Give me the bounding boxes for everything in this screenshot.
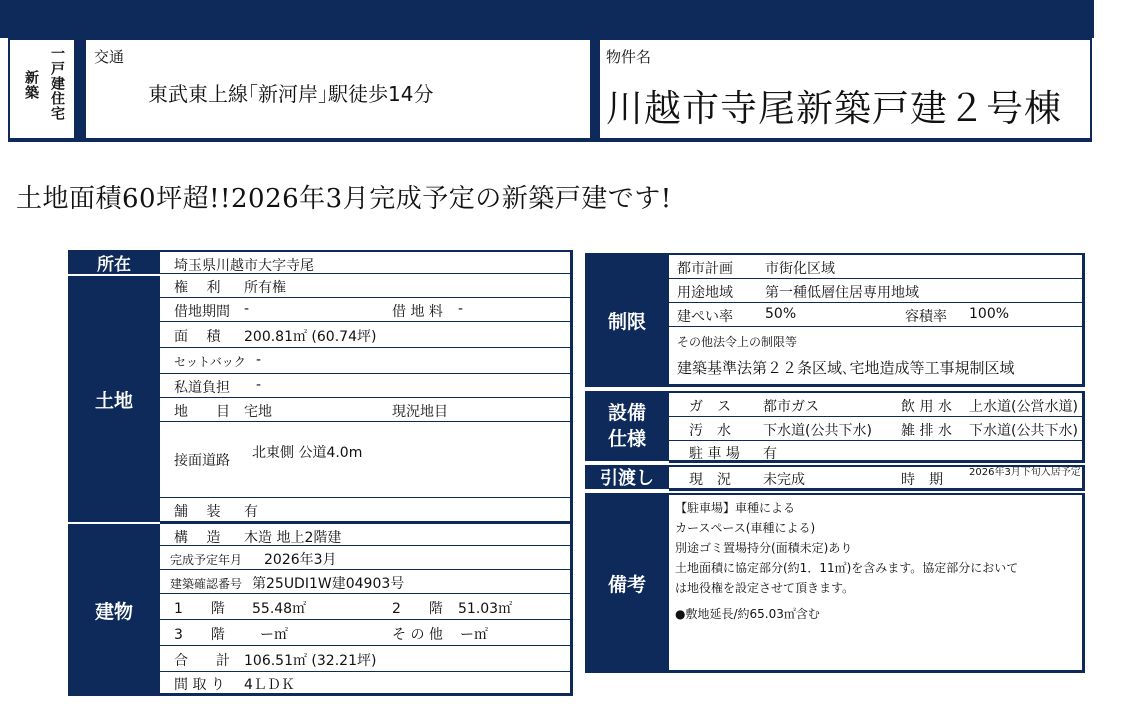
sewage-label: 汚 水 [689,423,731,439]
location-label: 所在 [68,250,160,274]
floor3-label: 3 階 [174,627,225,643]
handover-status-value: 未完成 [763,472,805,488]
area-row [160,322,571,348]
gas-label: ガ ス [689,399,731,415]
permit-row [160,570,571,594]
floor2-value: 51.03㎡ [458,601,513,617]
zoning-value: 第一種低層住居専用地域 [765,285,919,301]
total-row [160,646,571,672]
private-road-value: - [256,377,262,393]
other-restrictions-title: その他法令上の制限等 [677,335,798,349]
remarks-line: は地役権を設定させて頂きます。 [675,581,855,595]
other-restrictions-value: 建築基準法第２２条区域､宅地造成等工事規制区域 [677,359,1015,377]
paving-row [160,498,571,522]
layout-row [160,672,571,693]
header-separator [76,38,86,140]
city-plan-value: 市街化区域 [765,261,835,277]
gas-row [669,393,1082,417]
parking-value: 有 [763,446,777,462]
city-plan-label: 都市計画 [677,261,733,277]
zoning-label: 用途地域 [677,285,733,301]
completion-value: 2026年3月 [264,552,337,568]
sewage-row [669,417,1082,441]
setback-value: - [256,352,262,368]
handover-label: 引渡し [585,465,669,489]
remarks-line: カースペース(車種による) [675,521,816,535]
zoning-row [669,279,1082,303]
traffic-box [86,38,592,140]
remarks-label: 備考 [585,493,669,673]
other-floor-value: ー㎡ [460,627,488,643]
facilities-label [585,391,669,461]
other-floor-label: そ の 他 [392,627,443,643]
header-row [8,38,1092,140]
building-label: 建物 [68,524,160,696]
permit-value: 第25UDI1W建04903号 [252,576,405,592]
category-type: 一戸建住宅 [49,46,65,121]
paving-value: 有 [244,504,258,520]
location-value: 埼玉県川越市大字寺尾 [174,258,314,274]
land-category-row [160,398,571,422]
remarks-line: 別途ゴミ置場持分(面積未定)あり [675,541,853,555]
drainage-value: 下水道(公共下水) [969,423,1078,439]
lease-row [160,298,571,322]
floor3-value: ー㎡ [260,627,288,643]
handover-timing-label: 時 期 [901,472,943,488]
land-category-label: 地 目 [174,404,230,420]
land-category-value: 宅地 [244,404,272,420]
header-separator [592,38,600,140]
other-restrictions-row [669,327,1082,386]
lease-fee-value: - [458,301,464,317]
restrictions-facilities-table [585,253,1090,673]
remarks-line: ●敷地延長/約65.03㎡含む [675,607,820,621]
facilities-label-text: 設備仕様 [607,402,646,450]
far-value: 100% [969,306,1010,322]
right-value: 所有権 [244,280,286,296]
headline: 土地面積60坪超!!2026年3月完成予定の新築戸建です! [16,184,672,214]
completion-label: 完成予定年月 [170,553,243,567]
area-value: 200.81㎡ (60.74坪) [244,329,377,345]
structure-value: 木造 地上2階建 [244,530,342,546]
parking-row [669,441,1082,462]
header-underline [8,139,1092,142]
property-name: 川越市寺尾新築戸建２号棟 [606,87,1062,130]
remarks-box [669,493,1085,673]
completion-row [160,546,571,570]
top-banner [0,0,1094,38]
coverage-label: 建ぺい率 [677,309,733,325]
property-name-box [600,38,1092,140]
structure-label: 構 造 [174,530,221,546]
facilities-box [669,391,1085,463]
lease-value: - [244,301,250,317]
traffic-value: 東武東上線｢新河岸｣駅徒歩14分 [148,82,434,106]
handover-timing-value: 2026年3月下旬入居予定 [969,467,1081,478]
layout-value: 4ＬＤＫ [244,677,295,693]
sewage-value: 下水道(公共下水) [763,423,872,439]
floor1-value: 55.48㎡ [252,601,307,617]
drinking-value: 上水道(公営水道) [969,399,1078,415]
land-building-table [68,250,573,696]
coverage-value: 50% [765,306,797,322]
restrictions-box [669,253,1085,387]
layout-label: 間 取 り [174,677,225,693]
handover-box [669,465,1085,491]
structure-row [160,522,571,546]
private-road-row [160,374,571,398]
gas-value: 都市ガス [763,399,819,415]
traffic-label: 交通 [94,48,125,66]
permit-label: 建築確認番号 [170,577,243,591]
frontage-row [160,422,571,498]
setback-row [160,348,571,374]
current-category-label: 現況地目 [392,404,448,420]
total-value: 106.51㎡ (32.21坪) [244,653,377,669]
floor2-label: 2 階 [392,601,443,617]
frontage-value: 北東側 公道4.0m [252,445,363,461]
handover-status-label: 現 況 [689,472,731,488]
land-right-row [160,274,571,298]
category-new: 新築 [23,70,39,100]
drinking-label: 飲 用 水 [901,399,952,415]
lease-fee-label: 借 地 料 [392,304,443,320]
right-label: 権 利 [174,280,221,296]
handover-row [669,467,1082,488]
total-label: 合 計 [174,653,230,669]
parking-label: 駐 車 場 [689,446,740,462]
lease-label: 借地期間 [174,304,230,320]
category-box [8,38,76,140]
far-label: 容積率 [905,309,947,325]
setback-label: セットバック [174,355,246,369]
floor1-label: 1 階 [174,601,225,617]
coverage-row [669,303,1082,327]
remarks-line: 【駐車場】車種による [675,501,796,515]
floor-row-2 [160,620,571,646]
paving-label: 舗 装 [174,504,221,520]
remarks-line: 土地面積に協定部分(約1．11㎡)を含みます。協定部分において [675,561,1019,575]
floor-row-1 [160,594,571,620]
land-label: 土地 [68,276,160,522]
drainage-label: 雑 排 水 [901,423,952,439]
restrictions-label: 制限 [585,253,669,387]
frontage-label: 接面道路 [174,453,230,469]
location-row [160,250,571,274]
city-plan-row [669,255,1082,279]
area-label: 面 積 [174,329,221,345]
private-road-label: 私道負担 [174,380,230,396]
property-name-label: 物件名 [606,48,652,66]
